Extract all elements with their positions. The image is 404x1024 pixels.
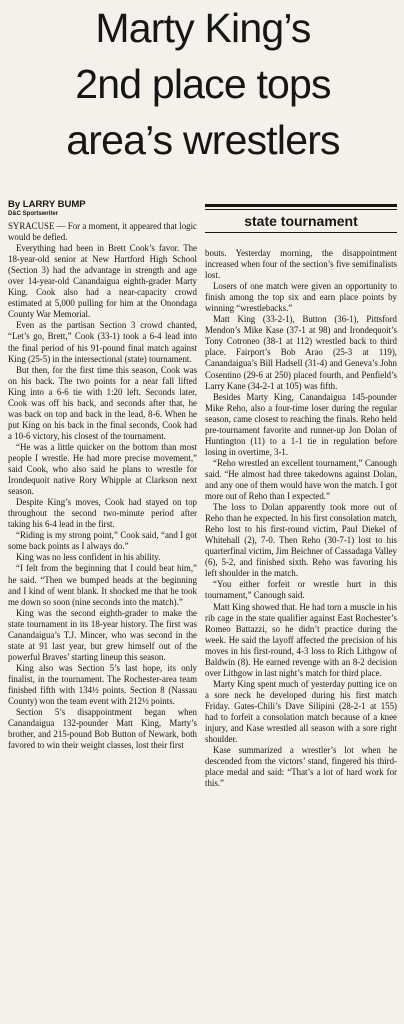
- byline-name: By LARRY BUMP: [8, 199, 86, 210]
- paragraph: The loss to Dolan apparently took more out of Reho than he expected. In his first consolation match, Reho lost to his first-round victim, Paul Diekel of Whitehall (2), 7-0. Then Reho (30-7-1) lost to his quarterfinal victim, Jim Beichner of Cassadaga Valley (6), 5-2, and finished sixth. Reho was favoring his left shoulder in the match.: [205, 502, 397, 579]
- paragraph: King was no less confident in his ability.: [16, 552, 161, 563]
- paragraph: King was the second eighth-grader to make the state tournament in its 18-year history. The first was Canandaigua’s T.J. Mincer, who was second in the state at 91 last year, but grew himself out of the powerful Braves’ starting lineup this season.: [8, 607, 197, 662]
- paragraph: bouts. Yesterday morning, the disappointment increased when four of the section’s five semifinalists lost.: [205, 248, 397, 281]
- paragraph: “Reho wrestled an excellent tournament,” Canough said. “He almost had three takedowns against Dolan, and any one of them would have won the match. I got more out of Reho than I expected.”: [205, 457, 397, 502]
- paragraph: Losers of one match were given an opportunity to finish among the top six and earn place points by winning “wrestlebacks.”: [205, 281, 397, 314]
- byline-role: D&C Sportswriter: [8, 211, 59, 217]
- paragraph: Even as the partisan Section 3 crowd chanted, “Let’s go, Brett,” Cook (33-1) took a 6-4 lead into the final period of his 91-pound final match against King (25-5) in the intersectional (state) tournament.: [8, 320, 197, 364]
- paragraph: Section 5’s disappointment began when Canandaigua 132-pounder Matt King, Marty’s brother, and 215-pound Bob Button of Newark, both favored to win their weight classes, lost their first: [8, 707, 197, 751]
- paragraph: “He was a little quicker on the bottom than most people I wrestle. He had more precise movement,” said Cook, who also said he plans to wrestle for Irondequoit native Rory Whipple at Clarkson next season.: [8, 441, 197, 497]
- paragraph: Everything had been in Brett Cook’s favor. The 18-year-old senior at New Hartford High School (Section 3) had the advantage in strength and age over 14-year-old Canandaigua eighth-grader Marty King. Cook also had a near-capacity crowd estimated at 5,000 pulling for him at the Onondaga County War Memorial.: [8, 243, 197, 320]
- paragraph: Kase summarized a wrestler’s lot when he descended from the victors’ stand, fingered his third-place medal and said: “That’s a lot of hard work for this.”: [205, 745, 397, 789]
- divider: [205, 204, 397, 207]
- byline: [8, 199, 197, 218]
- paragraph: “Riding is my strong point,” Cook said, “and I got some back points as I always do.”: [8, 530, 197, 552]
- section-label: [205, 204, 397, 233]
- headline-line-3: area’s wrestlers: [66, 117, 340, 163]
- paragraph: “You either forfeit or wrestle hurt in this tournament,” Canough said.: [205, 579, 397, 601]
- article-left-column: [8, 221, 197, 751]
- paragraph: Marty King spent much of yesterday putting ice on a sore neck he developed during his first match Friday. Gates-Chili’s Dave Silipini (28-2-1 at 155) had to forfeit a consolation match because of a knee injury, and Kase wrestled all season with a sore right shoulder.: [205, 678, 397, 745]
- paragraph: Matt King showed that. He had torn a muscle in his rib cage in the state qualifier against East Rochester’s Romeo Battazzi, so he didn’t practice during the week. He said the layoff affected the precision of his moves in his first-round, 4-3 loss to Rich Lithgow of Baldwin (8). He earned revenge with an 8-2 decision over Lithgow in last night’s match for third place.: [205, 601, 397, 678]
- paragraph: SYRACUSE — For a moment, it appeared that logic would be defied.: [8, 221, 197, 243]
- paragraph: King also was Section 5’s last hope, its only finalist, in the tournament. The Rochester-area team finished fifth with 134½ points. Section 8 (Nassau County) won the team event with 212½ points.: [8, 662, 197, 707]
- headline: [6, 0, 400, 168]
- section-title: state tournament: [244, 213, 358, 229]
- paragraph: But then, for the first time this season, Cook was on his back. The two points for a near fall lifted King into a 6-6 tie with 1:20 left. Seconds later, Cook was off his back, and seconds after that, he was back on top and back in the lead, 8-6. When he put King on his back in the final seconds, Cook had a 10-6 victory, his closest of the tournament.: [8, 364, 197, 441]
- paragraph: “I felt from the beginning that I could beat him,” he said. “Then we bumped heads at the beginning and I kind of went blank. It shocked me that he took me down so soon (nine seconds into the match).”: [8, 563, 197, 607]
- headline-line-1: Marty King’s: [95, 5, 311, 51]
- article-right-column: [205, 248, 397, 789]
- paragraph: Despite King’s moves, Cook had stayed on top throughout the second two-minute period after taking his 6-4 lead in the first.: [8, 497, 197, 530]
- divider: [205, 232, 397, 233]
- paragraph: Matt King (33-2-1), Button (36-1), Pittsford Mendon’s Mike Kase (37-1 at 98) and Irondequoit’s Tony Cotroneo (38-1 at 112) wrestled back to third place. Fairport’s Bob Arao (25-3 at 119), Canandaigua’s Bill Hadsell (31-4) and Geneva’s John Cosentino (29-6 at 250) placed fourth, and Penfield’s Larry Kane (34-2-1 at 105) was fifth.: [205, 314, 397, 391]
- paragraph: Besides Marty King, Canandaigua 145-pounder Mike Reho, also a four-time loser during the regular season, came closest to reaching the finals. Reho held pre-tournament favorite and runner-up Jon Dolan of Huntington (11) to a 1-1 tie in regulation before losing in overtime, 3-1.: [205, 391, 397, 457]
- headline-line-2: 2nd place tops: [75, 61, 331, 107]
